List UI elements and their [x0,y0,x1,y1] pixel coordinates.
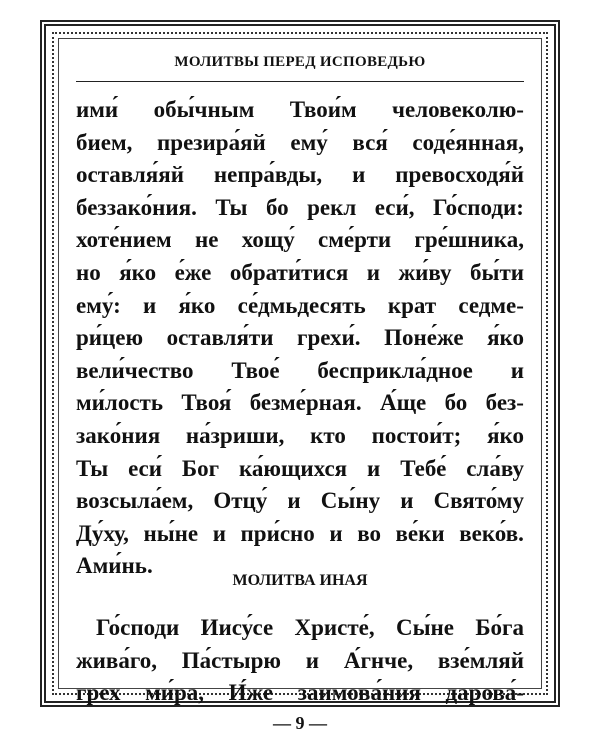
text-line: Ду́ху, ны́не и при́сно и во ве́ки веко́в. [76,520,524,546]
text-line: жива́го, Па́стырю и А́гнче, взе́мляй [76,647,524,673]
text-line: возсыла́ем, Отцу́ и Сы́ну и Свято́му [76,488,524,514]
text-line: оставля́яй непра́вды, и превосходя́й [76,162,524,188]
prayer-text-2 [76,612,524,710]
text-line: Го́споди Иису́се Христе́, Сы́не Бо́га [96,615,524,640]
text-line: бием, презира́яй ему́ вся́ соде́янная, [76,129,524,155]
running-header: МОЛИТВЫ ПЕРЕД ИСПОВЕДЬЮ [174,54,426,70]
page-border [40,20,560,707]
text-line: ми́лость Твоя́ безме́рная. А́ще бо без- [76,390,524,416]
text-line: Ами́нь. [76,553,153,579]
page-number: — 9 — [273,713,327,733]
text-line: хоте́нием не хощу́ сме́рти гре́шника, [76,227,524,253]
text-line: но я́ко е́же обрати́тися и жи́ву бы́ти [76,259,524,285]
section-title: МОЛИТВА ИНАЯ [232,572,368,589]
text-line: зако́ния на́зриши, кто постои́т; я́ко [76,422,524,448]
text-line: ими́ обы́чным Твои́м человеколю- [76,97,524,122]
text-line: ему́: и я́ко се́дмьдесять крат седме- [76,292,524,318]
prayer-text [76,94,524,583]
text-line: беззако́ния. Ты бо рекл еси́, Го́споди: [76,194,524,220]
text-line: Ты еси́ Бог ка́ющихся и Тебе́ сла́ву [76,455,524,481]
text-line: грех ми́ра, И́же заимова́ния дарова́- [76,680,524,706]
header-rule [76,81,524,82]
text-line: вели́чество Твое́ бесприкла́дное и [76,357,524,383]
text-line: ри́цею оставля́ти грехи́. Поне́же я́ко [76,325,524,351]
